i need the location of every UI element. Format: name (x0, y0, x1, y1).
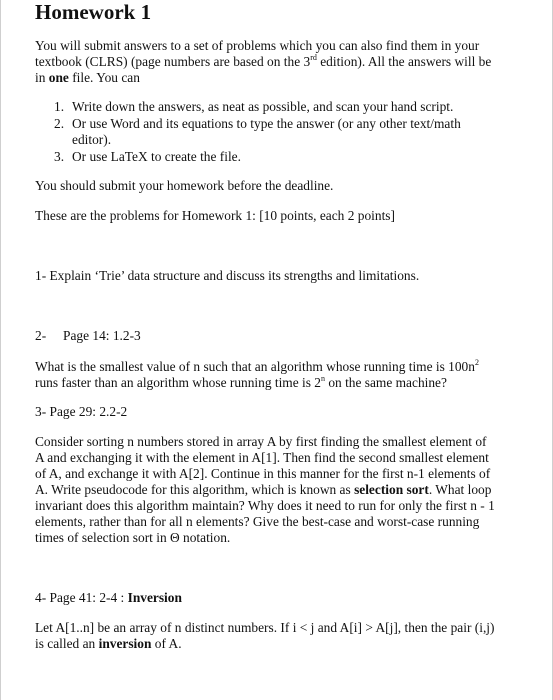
bold-text: selection sort (354, 482, 429, 497)
intro-line-3 (35, 70, 140, 86)
problem-text: . What loop (428, 482, 492, 497)
problem-4-line-2 (35, 636, 182, 652)
intro-line-2 (35, 54, 491, 70)
problem-text: A. Write pseudocode for this algorithm, which is known as (35, 482, 355, 497)
option-text: Or use Word and its equations to type the answer (or any other text/math (72, 116, 461, 131)
problem-text: 4- Page 41: 2-4 : (35, 590, 128, 605)
problems-intro: These are the problems for Homework 1: [10 points, each 2 points] (35, 208, 395, 223)
problem-text: runs faster than an algorithm whose running time is 2 (35, 375, 321, 390)
problem-3-heading: 3- Page 29: 2.2-2 (35, 404, 128, 419)
intro-text: in (35, 70, 49, 85)
problem-3-line-5: invariant does this algorithm maintain? Why does it need to run for only the first n - 1 (35, 498, 495, 513)
problem-text: is called an (35, 636, 99, 651)
option-number: 1. (54, 99, 65, 114)
option-number: 2. (54, 116, 65, 131)
problem-text: of A. (151, 636, 182, 651)
problem-text: What is the smallest value of n such that an algorithm whose running time is 100n (35, 359, 475, 374)
page-title: Homework 1 (35, 0, 152, 24)
problem-2-line-2 (35, 375, 447, 391)
problem-3-line-1: Consider sorting n numbers stored in array A by first finding the smallest element of (35, 434, 487, 449)
problem-3-line-4 (35, 482, 491, 498)
option-number: 3. (54, 149, 65, 164)
bold-text: one (48, 70, 69, 85)
option-text: Write down the answers, as neat as possible, and scan your hand script. (72, 99, 454, 114)
superscript: 2 (474, 357, 479, 367)
intro-text: textbook (CLRS) (page numbers are based on the 3 (35, 54, 311, 69)
problem-3-line-2: A and exchanging it with the element in A[1]. Then find the second smallest element (35, 450, 489, 465)
problem-4-line-1: Let A[1..n] be an array of n distinct numbers. If i < j and A[i] > A[j], then the pair (i,j) (35, 620, 495, 635)
problem-1: 1- Explain ‘Trie’ data structure and discuss its strengths and limitations. (35, 268, 420, 283)
superscript: n (320, 373, 325, 383)
problem-3-line-3: of A, and exchange it with A[2]. Continue in this manner for the first n-1 elements of (35, 466, 491, 481)
problem-2-line-1 (35, 359, 479, 375)
option-text: editor). (72, 132, 112, 147)
intro-text: file. You can (68, 70, 140, 85)
problem-3-line-6: elements, rather than for all n elements? Give the best-case and worst-case running (35, 514, 480, 529)
superscript: rd (310, 52, 317, 62)
bold-text: Inversion (127, 590, 182, 605)
bold-text: inversion (98, 636, 152, 651)
option-text: Or use LaTeX to create the file. (72, 149, 241, 164)
intro-text: edition). All the answers will be (316, 54, 492, 69)
problem-2-number: 2- (35, 328, 47, 343)
problem-4-heading (35, 590, 182, 606)
problem-3-line-7: times of selection sort in Θ notation. (35, 530, 231, 545)
problem-text: on the same machine? (324, 375, 447, 390)
intro-line-1: You will submit answers to a set of problems which you can also find them in your (35, 38, 480, 53)
problem-2-heading: Page 14: 1.2-3 (63, 328, 141, 343)
deadline-note: You should submit your homework before the deadline. (35, 178, 334, 193)
